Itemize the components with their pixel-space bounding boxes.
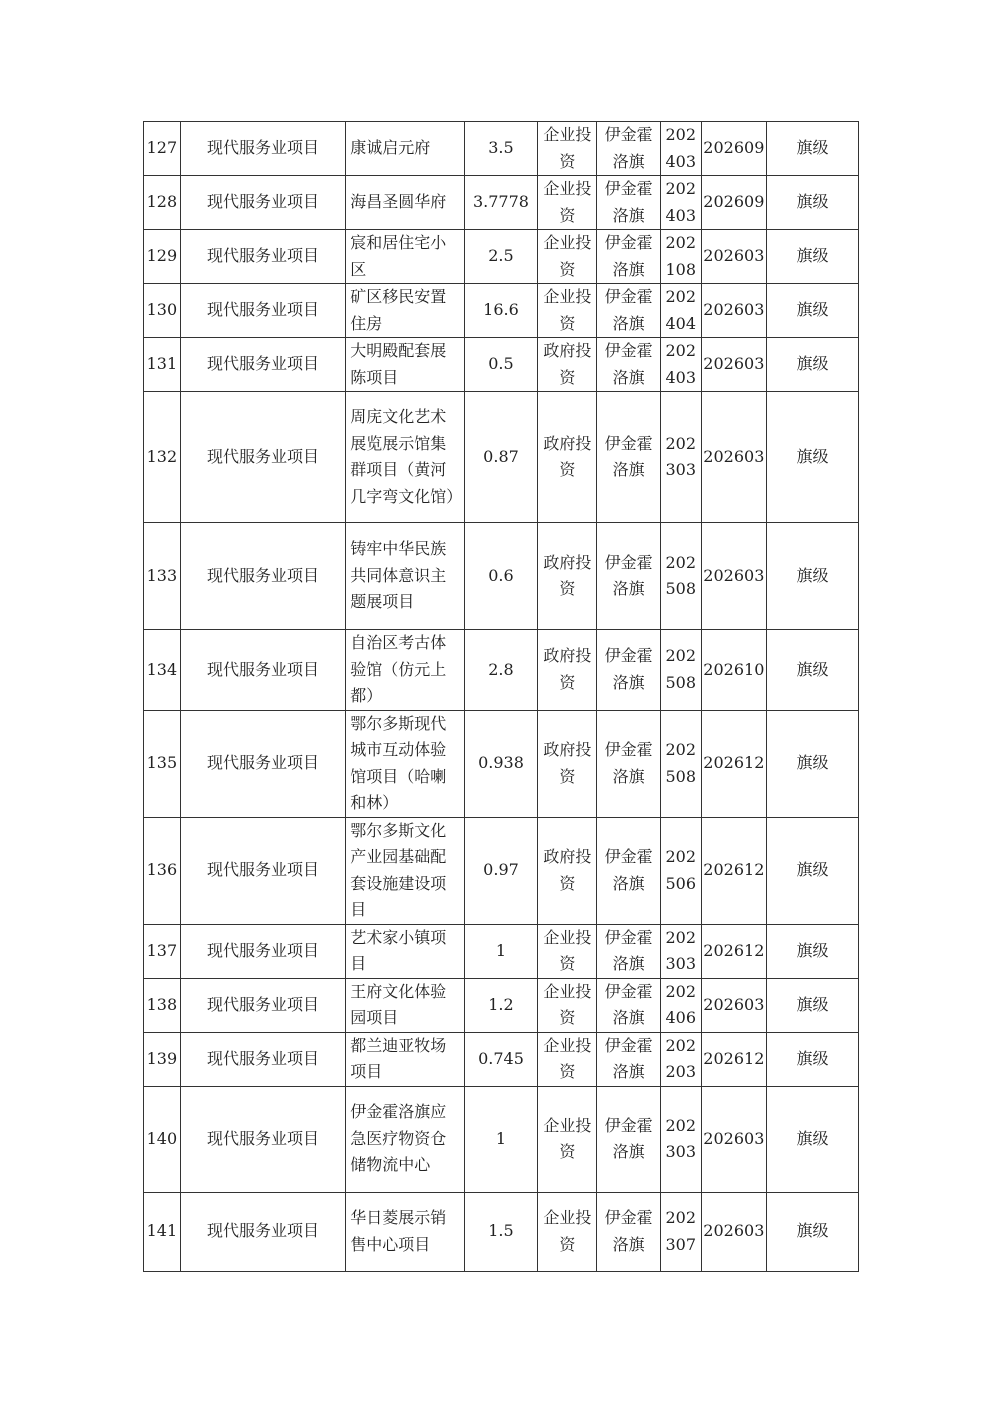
investment-amount-cell: 3.5 [464,122,538,176]
category-cell: 现代服务业项目 [180,230,345,284]
location-cell: 伊金霍洛旗 [597,817,660,924]
row-number: 128 [144,176,181,230]
location-cell: 伊金霍洛旗 [597,284,660,338]
category-cell: 现代服务业项目 [180,523,345,630]
funding-type-cell: 政府投资 [538,710,597,817]
location-cell: 伊金霍洛旗 [597,924,660,978]
location-cell: 伊金霍洛旗 [597,1192,660,1271]
level-cell: 旗级 [767,230,859,284]
category-cell: 现代服务业项目 [180,284,345,338]
location-cell: 伊金霍洛旗 [597,630,660,711]
level-cell: 旗级 [767,122,859,176]
level-cell: 旗级 [767,284,859,338]
row-number: 130 [144,284,181,338]
table-row [144,284,859,338]
investment-amount-cell: 3.7778 [464,176,538,230]
category-cell: 现代服务业项目 [180,1192,345,1271]
funding-type-cell: 企业投资 [538,176,597,230]
level-cell: 旗级 [767,630,859,711]
investment-amount-cell: 0.5 [464,338,538,392]
table-row [144,978,859,1032]
funding-type-cell: 政府投资 [538,392,597,523]
location-cell: 伊金霍洛旗 [597,392,660,523]
start-date-cell: 202403 [660,122,701,176]
category-cell: 现代服务业项目 [180,176,345,230]
table-row [144,338,859,392]
row-number: 132 [144,392,181,523]
start-date-cell: 202508 [660,710,701,817]
end-date-cell: 202612 [701,710,766,817]
project-name-cell: 鄂尔多斯文化产业园基础配套设施建设项目 [346,817,464,924]
start-date-cell: 202108 [660,230,701,284]
project-table [143,121,859,1272]
row-number: 127 [144,122,181,176]
end-date-cell: 202603 [701,1192,766,1271]
level-cell: 旗级 [767,710,859,817]
row-number: 133 [144,523,181,630]
table-row [144,924,859,978]
end-date-cell: 202603 [701,338,766,392]
investment-amount-cell: 1.5 [464,1192,538,1271]
project-name-cell: 自治区考古体验馆（仿元上都） [346,630,464,711]
row-number: 131 [144,338,181,392]
level-cell: 旗级 [767,338,859,392]
project-name-cell: 宸和居住宅小区 [346,230,464,284]
investment-amount-cell: 0.97 [464,817,538,924]
start-date-cell: 202307 [660,1192,701,1271]
category-cell: 现代服务业项目 [180,1086,345,1192]
end-date-cell: 202610 [701,630,766,711]
project-name-cell: 铸牢中华民族共同体意识主题展项目 [346,523,464,630]
end-date-cell: 202612 [701,924,766,978]
funding-type-cell: 企业投资 [538,1086,597,1192]
row-number: 137 [144,924,181,978]
category-cell: 现代服务业项目 [180,630,345,711]
row-number: 141 [144,1192,181,1271]
level-cell: 旗级 [767,392,859,523]
project-name-cell: 华日菱展示销售中心项目 [346,1192,464,1271]
row-number: 138 [144,978,181,1032]
row-number: 135 [144,710,181,817]
table-row [144,122,859,176]
investment-amount-cell: 16.6 [464,284,538,338]
funding-type-cell: 政府投资 [538,338,597,392]
category-cell: 现代服务业项目 [180,122,345,176]
location-cell: 伊金霍洛旗 [597,230,660,284]
investment-amount-cell: 1 [464,1086,538,1192]
investment-amount-cell: 2.5 [464,230,538,284]
level-cell: 旗级 [767,978,859,1032]
level-cell: 旗级 [767,1032,859,1086]
project-name-cell: 周庑文化艺术展览展示馆集群项目（黄河几字弯文化馆） [346,392,464,523]
funding-type-cell: 企业投资 [538,284,597,338]
level-cell: 旗级 [767,1086,859,1192]
end-date-cell: 202603 [701,978,766,1032]
location-cell: 伊金霍洛旗 [597,1032,660,1086]
start-date-cell: 202403 [660,338,701,392]
category-cell: 现代服务业项目 [180,978,345,1032]
investment-amount-cell: 0.745 [464,1032,538,1086]
start-date-cell: 202203 [660,1032,701,1086]
project-name-cell: 鄂尔多斯现代城市互动体验馆项目（哈喇和林） [346,710,464,817]
row-number: 134 [144,630,181,711]
end-date-cell: 202603 [701,284,766,338]
investment-amount-cell: 1 [464,924,538,978]
category-cell: 现代服务业项目 [180,710,345,817]
funding-type-cell: 政府投资 [538,630,597,711]
start-date-cell: 202508 [660,523,701,630]
row-number: 129 [144,230,181,284]
funding-type-cell: 企业投资 [538,978,597,1032]
level-cell: 旗级 [767,817,859,924]
table-row [144,630,859,711]
table-row [144,1192,859,1271]
end-date-cell: 202609 [701,176,766,230]
level-cell: 旗级 [767,176,859,230]
end-date-cell: 202603 [701,1086,766,1192]
table-row [144,1032,859,1086]
end-date-cell: 202612 [701,817,766,924]
funding-type-cell: 企业投资 [538,924,597,978]
funding-type-cell: 政府投资 [538,817,597,924]
row-number: 140 [144,1086,181,1192]
table-row [144,523,859,630]
row-number: 136 [144,817,181,924]
funding-type-cell: 企业投资 [538,122,597,176]
end-date-cell: 202609 [701,122,766,176]
table-row [144,710,859,817]
level-cell: 旗级 [767,1192,859,1271]
category-cell: 现代服务业项目 [180,924,345,978]
investment-amount-cell: 0.6 [464,523,538,630]
investment-amount-cell: 0.87 [464,392,538,523]
project-name-cell: 艺术家小镇项目 [346,924,464,978]
end-date-cell: 202603 [701,523,766,630]
start-date-cell: 202303 [660,392,701,523]
location-cell: 伊金霍洛旗 [597,122,660,176]
level-cell: 旗级 [767,523,859,630]
project-name-cell: 都兰迪亚牧场项目 [346,1032,464,1086]
location-cell: 伊金霍洛旗 [597,338,660,392]
investment-amount-cell: 1.2 [464,978,538,1032]
investment-amount-cell: 2.8 [464,630,538,711]
start-date-cell: 202406 [660,978,701,1032]
start-date-cell: 202303 [660,924,701,978]
level-cell: 旗级 [767,924,859,978]
table-row [144,1086,859,1192]
project-name-cell: 大明殿配套展陈项目 [346,338,464,392]
end-date-cell: 202612 [701,1032,766,1086]
category-cell: 现代服务业项目 [180,1032,345,1086]
funding-type-cell: 政府投资 [538,523,597,630]
project-name-cell: 海昌圣圆华府 [346,176,464,230]
project-name-cell: 矿区移民安置住房 [346,284,464,338]
location-cell: 伊金霍洛旗 [597,1086,660,1192]
start-date-cell: 202403 [660,176,701,230]
end-date-cell: 202603 [701,230,766,284]
start-date-cell: 202508 [660,630,701,711]
location-cell: 伊金霍洛旗 [597,523,660,630]
funding-type-cell: 企业投资 [538,230,597,284]
project-name-cell: 王府文化体验园项目 [346,978,464,1032]
table-row [144,230,859,284]
location-cell: 伊金霍洛旗 [597,978,660,1032]
project-name-cell: 康诚启元府 [346,122,464,176]
category-cell: 现代服务业项目 [180,338,345,392]
start-date-cell: 202303 [660,1086,701,1192]
project-name-cell: 伊金霍洛旗应急医疗物资仓储物流中心 [346,1086,464,1192]
investment-amount-cell: 0.938 [464,710,538,817]
table-row [144,176,859,230]
start-date-cell: 202506 [660,817,701,924]
category-cell: 现代服务业项目 [180,817,345,924]
category-cell: 现代服务业项目 [180,392,345,523]
funding-type-cell: 企业投资 [538,1032,597,1086]
row-number: 139 [144,1032,181,1086]
start-date-cell: 202404 [660,284,701,338]
table-row [144,392,859,523]
location-cell: 伊金霍洛旗 [597,176,660,230]
funding-type-cell: 企业投资 [538,1192,597,1271]
table-row [144,817,859,924]
location-cell: 伊金霍洛旗 [597,710,660,817]
end-date-cell: 202603 [701,392,766,523]
